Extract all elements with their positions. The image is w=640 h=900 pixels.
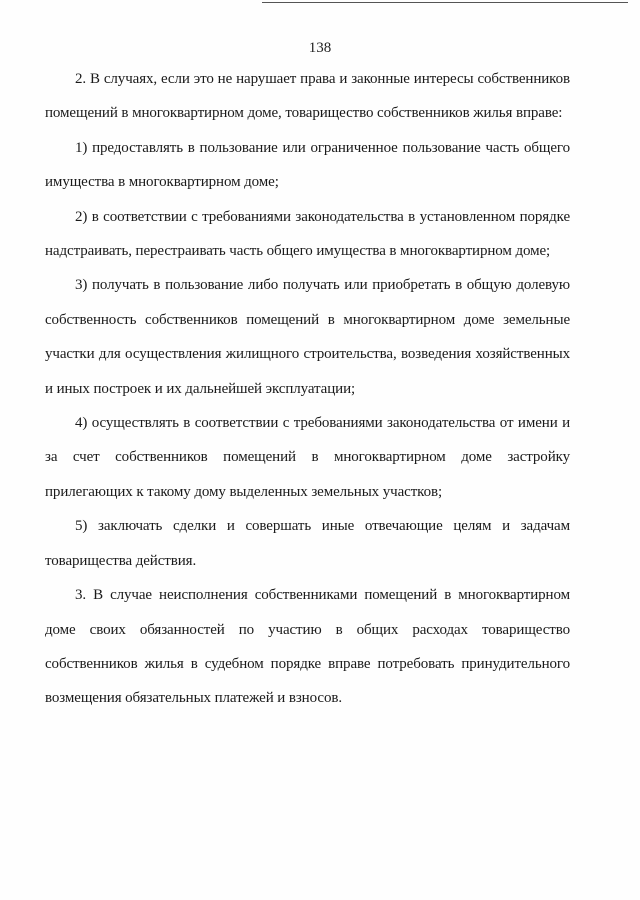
paragraph-item-4: 4) осуществлять в соответствии с требованиями законодательства от имени и за счет собственников помещений в многоквартирном доме застройку прилегающих к такому дому выделенных земельных участков; (45, 415, 570, 500)
paragraph-item-1: 1) предоставлять в пользование или ограниченное пользование часть общего имущества в многоквартирном доме; (45, 139, 570, 191)
top-divider (262, 2, 628, 3)
paragraph-item-5: 5) заключать сделки и совершать иные отвечающие целям и задачам товарищества действия. (45, 518, 570, 569)
paragraph-clause-3: 3. В случае неисполнения собственниками помещений в многоквартирном доме своих обязанностей по участию в общих расходах товарищество собственников жилья в судебном порядке вправе потребовать принудительного возмещения обязательных платежей и взносов. (45, 587, 570, 707)
page-number: 138 (308, 40, 332, 56)
paragraph-item-3: 3) получать в пользование либо получать или приобретать в общую долевую собственность собственников помещений в многоквартирном доме земельные участки для осуществления жилищного строительства, возведения хозяйственных и иных построек и их дальнейшей эксплуатации; (45, 277, 570, 397)
document-body (45, 62, 570, 716)
paragraph-clause-2: 2. В случаях, если это не нарушает права и законные интересы собственников помещений в многоквартирном доме, товарищество собственников жилья вправе: (45, 71, 570, 122)
paragraph-item-2: 2) в соответствии с требованиями законодательства в установленном порядке надстраивать, перестраивать часть общего имущества в многоквартирном доме; (45, 208, 570, 260)
